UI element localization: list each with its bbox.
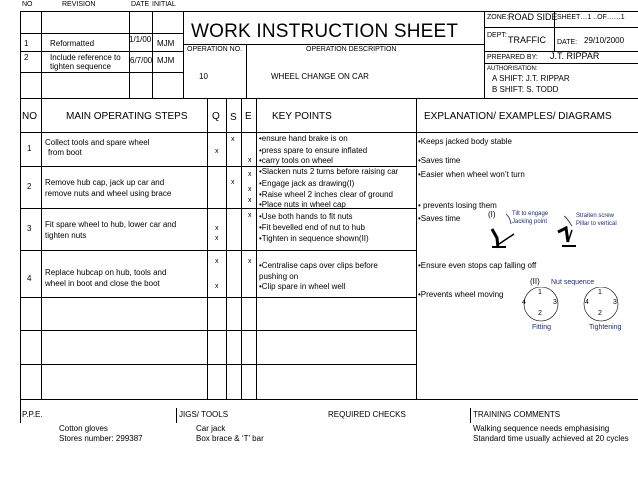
col-e-header: E [245, 111, 252, 122]
explanation: • prevents losing them [418, 201, 497, 210]
e-mark: x [248, 186, 252, 193]
diagram-screw-label: Pillar to vertical [576, 221, 617, 227]
revision-no-header: NO [22, 1, 33, 8]
explanation: •Ensure even stops cap falling off [418, 261, 537, 270]
jigs-label: JIGS/ TOOLS [179, 410, 229, 419]
prepared-by-value: J.T. RIPPAR [550, 51, 600, 61]
dept-value: TRAFFIC [508, 35, 546, 45]
key-point: •Engage jack as drawing(I) [259, 179, 355, 188]
operation-description-label: OPERATION DESCRIPTION [306, 46, 397, 53]
key-point: •press spare to ensure inflated [259, 146, 368, 155]
operation-description-value: WHEEL CHANGE ON CAR [271, 72, 369, 81]
fitting-nut-4: 4 [522, 299, 526, 306]
step-number: 4 [27, 274, 32, 283]
key-point: •Slacken nuts 2 turns before raising car [259, 167, 399, 176]
e-mark: x [248, 197, 252, 204]
key-point: •Fit bevelled end of nut to hub [259, 223, 365, 232]
step-text: Replace hubcap on hub, tools and [45, 268, 167, 277]
diagram-jack-ref: (I) [488, 210, 496, 219]
step-number: 1 [27, 144, 32, 153]
q-mark: x [215, 235, 219, 242]
step-number: 3 [27, 224, 32, 233]
a-shift: A SHIFT: J.T. RIPPAR [492, 74, 570, 83]
explanation: •Saves time [418, 156, 461, 165]
key-point: •Use both hands to fit nuts [259, 212, 353, 221]
stores-number: Stores number: 299387 [59, 434, 143, 443]
training-comment: Walking sequence needs emphasising [473, 424, 610, 433]
tightening-nut-3: 3 [613, 299, 617, 306]
key-point: •ensure hand brake is on [259, 134, 348, 143]
step-text: Remove hub cap, jack up car and [45, 178, 165, 187]
revision-date-header: DATE [131, 1, 150, 8]
explanation: •Easier when wheel won’t turn [418, 170, 525, 179]
jig-item: Car jack [196, 424, 226, 433]
col-explanation-header: EXPLANATION/ EXAMPLES/ DIAGRAMS [424, 111, 612, 122]
jack-diagram [484, 208, 638, 254]
col-no-header: NO [22, 111, 37, 122]
e-mark: x [248, 258, 252, 265]
revision-initial-header: INITIAL [152, 1, 176, 8]
zone-label: ZONE: [487, 14, 509, 21]
fitting-nut-1: 1 [538, 289, 542, 296]
step-text-cont: wheel in boot and close the boot [45, 279, 160, 288]
s-mark: x [231, 179, 235, 186]
training-comment: Standard time usually achieved at 20 cycles [473, 434, 629, 443]
tightening-nut-4: 4 [585, 299, 589, 306]
key-point: •Tighten in sequence shown(II) [259, 234, 369, 243]
date-field-value: 29/10/2000 [584, 36, 625, 45]
revision-row-initial: MJM [157, 39, 175, 48]
operation-no-value: 10 [199, 72, 208, 81]
diagram-screw-label: Straiten screw [576, 213, 615, 219]
e-mark: x [248, 171, 252, 178]
authorisation-label: AUTHORISATION: [487, 66, 538, 72]
page-title: WORK INSTRUCTION SHEET [191, 21, 459, 42]
diagram-jack-label: Tilt to engage [512, 211, 549, 217]
key-point: •Raise wheel 2 inches clear of ground [259, 190, 393, 199]
date-field-label: DATE: [557, 39, 578, 46]
revision-row-date: 6/7/00 [130, 56, 153, 65]
step-text-cont: tighten nuts [45, 231, 87, 240]
zone-value: ROAD SIDE [508, 12, 558, 22]
diagram-nuts-title: Nut sequence [551, 279, 595, 286]
training-comments-label: TRAINING COMMENTS [473, 410, 561, 419]
s-mark: x [231, 136, 235, 143]
q-mark: x [215, 148, 219, 155]
key-point: pushing on [259, 272, 299, 281]
revision-header: REVISION [62, 1, 96, 8]
fitting-label: Fitting [532, 324, 552, 331]
step-text: Collect tools and spare wheel [45, 138, 150, 147]
col-q-header: Q [212, 111, 220, 122]
diagram-jack-label: Jacking point [512, 219, 548, 225]
e-mark: x [248, 212, 252, 219]
revision-row-text: Include reference to [50, 53, 121, 62]
step-text: Fit spare wheel to hub, lower car and [45, 220, 177, 229]
explanation: •Keeps jacked body stable [418, 137, 512, 146]
jig-item: Box brace & ‘T’ bar [196, 434, 264, 443]
nut-sequence-diagram [510, 287, 638, 323]
key-point: •Place nuts in wheel cap [259, 200, 346, 209]
ppe-label: P.P.E. [22, 410, 43, 419]
operation-no-label: OPERATION NO. [187, 46, 243, 53]
revision-row-date: 1/1/00 [129, 35, 152, 44]
dept-label: DEPT: [487, 32, 507, 39]
col-key-points-header: KEY POINTS [272, 111, 332, 122]
e-mark: x [248, 157, 252, 164]
explanation: •Saves time [418, 214, 461, 223]
q-mark: x [215, 225, 219, 232]
q-mark: x [215, 283, 219, 290]
prepared-by-label: PREPARED BY: [487, 54, 538, 61]
step-text-cont: from boot [48, 148, 82, 157]
step-number: 2 [27, 182, 32, 191]
tightening-nut-1: 1 [598, 289, 602, 296]
key-point: •Clip spare in wheel well [259, 282, 346, 291]
explanation: •Prevents wheel moving [418, 290, 504, 299]
fitting-nut-2: 2 [538, 310, 542, 317]
ppe-item: Cotton gloves [59, 424, 108, 433]
key-point: •carry tools on wheel [259, 156, 333, 165]
diagram-nuts-ref: (II) [530, 277, 540, 286]
fitting-nut-3: 3 [553, 299, 557, 306]
tightening-nut-2: 2 [598, 310, 602, 317]
col-steps-header: MAIN OPERATING STEPS [66, 111, 188, 122]
key-point: •Centralise caps over clips before [259, 261, 378, 270]
revision-row-initial: MJM [157, 56, 175, 65]
revision-row-no: 1 [24, 39, 29, 48]
revision-row-no: 2 [24, 53, 29, 62]
col-s-header: S [230, 112, 237, 123]
sheet-count: SHEET…1 ..OF……1 [557, 14, 625, 21]
revision-row-text-cont: tighten sequence [50, 62, 111, 71]
b-shift: B SHIFT: S. TODD [492, 85, 559, 94]
revision-row-text: Reformatted [50, 39, 95, 48]
step-text-cont: remove nuts and wheel using brace [45, 189, 172, 198]
q-mark: x [215, 258, 219, 265]
tightening-label: Tightening [589, 324, 622, 331]
required-checks-label: REQUIRED CHECKS [328, 410, 406, 419]
